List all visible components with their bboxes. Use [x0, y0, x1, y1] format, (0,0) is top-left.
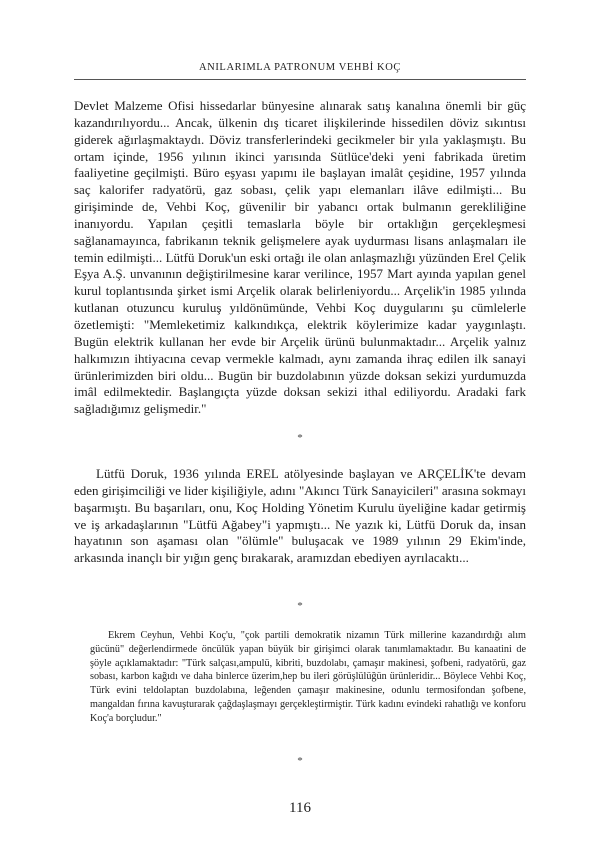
running-header: ANILARIMLA PATRONUM VEHBİ KOÇ — [198, 62, 402, 73]
quote-paragraph: Ekrem Ceyhun, Vehbi Koç'u, "çok partili demokratik nizamın Türk millerine kazandırdığı alım gücünü" değerlendirmede öncülük yapan büyük bir girişimci olarak tanımlamaktadır. Bu kanaatini de şöyle açıklamaktadır: "Türk salçası,ampulü, kibriti, buzdolabı, çamaşır makinesi, şofbeni, radyatörü, gaz sobası, karbon kağıdı ve daha binlerce üzerim,hep bu ileri görüşlülüğün ürünleridir... Böylece Vehbi Koç, Türk evini teldolaptan buzdolabına, leğenden çamaşır makinesine, odunlu termosifondan şofbene, mangaldan fırına kavuşturarak çağdaşlaşmayı gerçekleştirmiştir. Türk kadını evindeki rahatlığı ve konforu Koç'a borçludur." — [90, 630, 526, 724]
section-separator-3: * — [297, 755, 303, 767]
page-number: 116 — [289, 800, 311, 816]
section-separator-2: * — [297, 600, 303, 612]
body-paragraph-1: Devlet Malzeme Ofisi hissedarlar bünyesine alınarak satış kanalına önemli bir güç kazandırılıyordu... Ancak, ülkenin dış ticaret ilişkilerinde hissedilen döviz sıkıntısı giderek ağırlaşmaktaydı. Döviz transferlerindeki gecikmeler bir yıla yaklaşmıştı. Bu ortam içinde, 1956 yılının ikinci yarısında Sütlüce'deki yeni fabrikada üretim faaliyetine geçilmişti. Büro eşyası yapımı ile başlayan imalât çeşidine, 1957 yılında saç kalorifer radyatörü, gaz sobası, çelik yapı elemanları ilâve edilmişti... Bu girişiminde de, Vehbi Koç, güvenilir bir yabancı ortak bulmanın gerekliliğine inanıyordu. Yapılan çeşitli temaslarla böyle bir ortaklığın gerçekleşmesi sağlanamayınca, fabrikanın teknik gelişmelere ayak uydurması lisans anlaşmaları ile temin edilmişti... Lütfü Doruk'un eski ortağı ile olan anlaşmazlığı yüzünden Erel Çelik Eşya A.Ş. unvanının değiştirilmesine karar verilince, 1957 Mart ayında yapılan genel kurul toplantısında şirket ismi Arçelik olarak belirleniyordu... Arçelik'in 1985 yılında kutlanan otuzuncu kuruluş yıldönümünde, Vehbi Koç duygularını şu cümlelerle özetlemişti: "Memleketimiz kalkındıkça, elektrik köylerimize kadar yaygınlaştı. Bugün elektrik kullanan her evde bir Arçelik ürünü bulunmaktadır... Arçelik yalnız halkımızın ihtiyacına cevap vermekle kalmadı, aynı zamanda ihraç edilen ilk sanayi ürünlerimizden biri oldu... Bugün bir buzdolabının yüzde doksan sekizi yurdumuzda imâl edilmektedir. Başlangıçta yüzde doksan sekizi ithal ediliyordu. Aradaki fark sağladığımız gelişmedir." — [74, 98, 526, 417]
body-paragraph-2: Lütfü Doruk, 1936 yılında EREL atölyesinde başlayan ve ARÇELİK'te devam eden girişimciliği ve lider kişiliğiyle, adını "Akıncı Türk Sanayicileri" arasına sokmayı başarmıştı. Bu başarıları, onu, Koç Holding Yönetim Kurulu üyeliğine kadar getirmiş ve iş arkadaşlarının "Lütfü Ağabey"i yapmıştı... Ne yazık ki, Lütfü Doruk da, insan hayatının son aşaması olan "ölümle" buluşacak ve 1989 yılının 29 Ekim'inde, arkasında inançlı bir yığın genç bırakarak, aramızdan ebediyen ayrılacaktı... — [74, 466, 526, 566]
section-separator-1: * — [297, 432, 303, 444]
header-rule — [74, 79, 526, 80]
